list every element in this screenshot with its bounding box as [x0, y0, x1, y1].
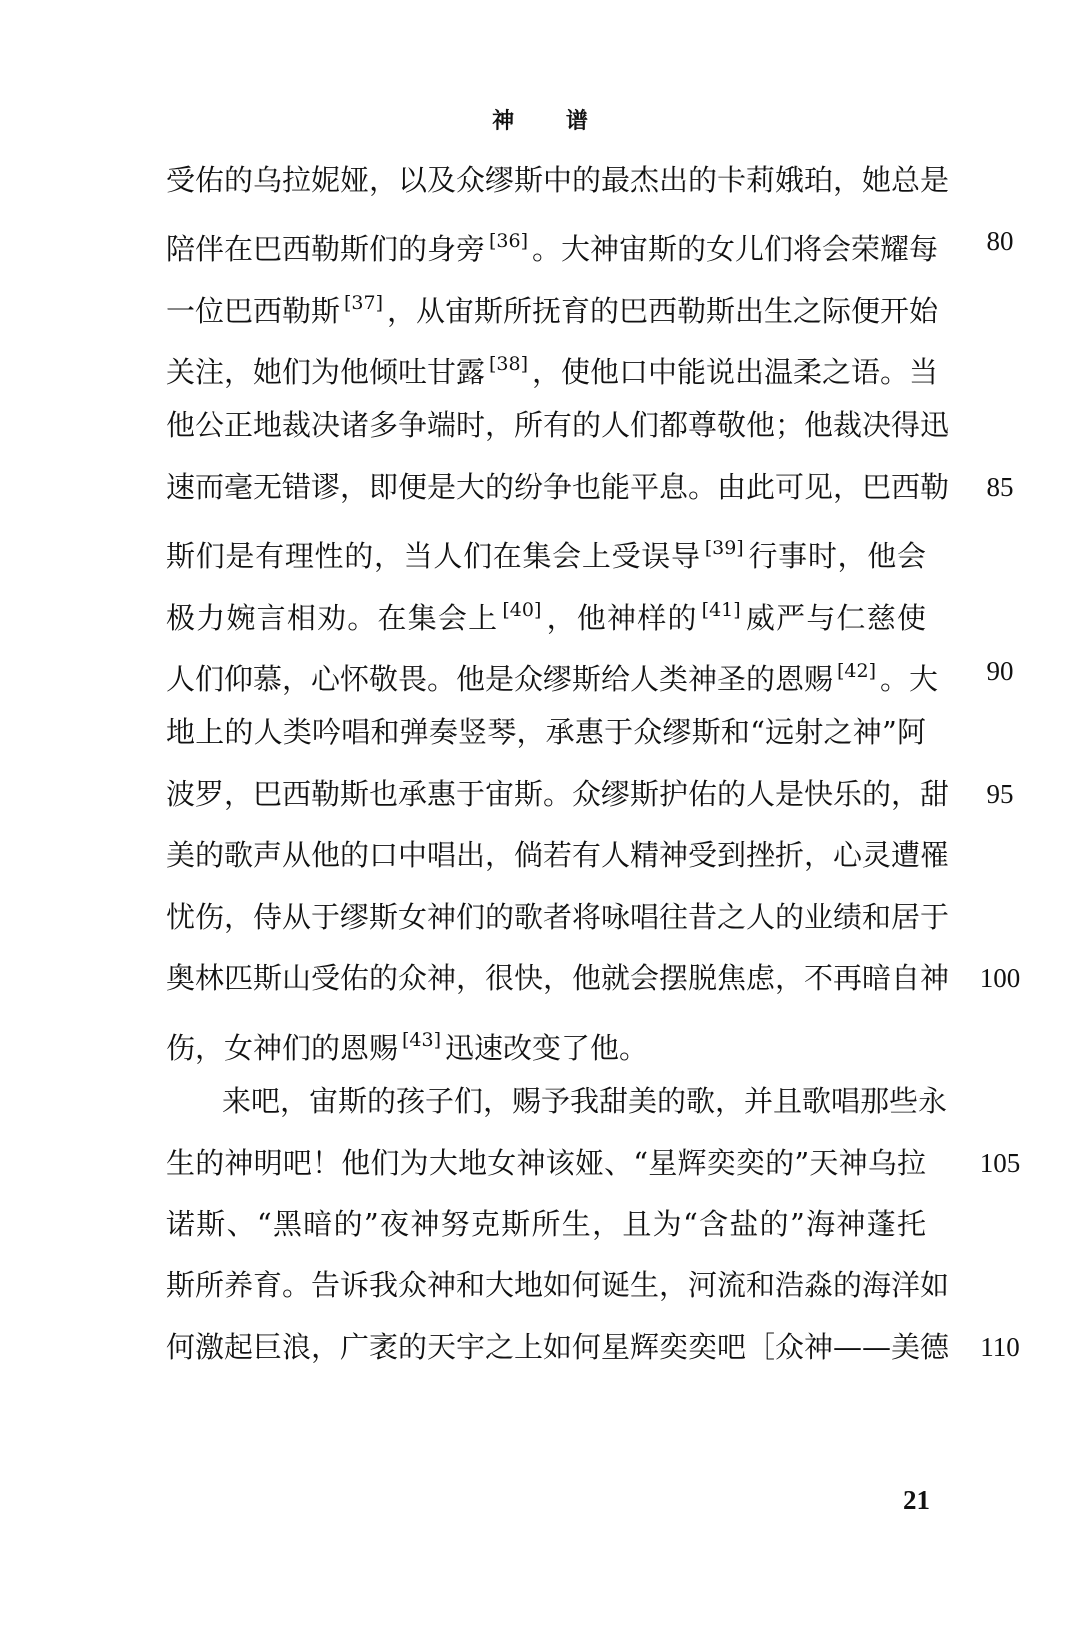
text-segment: 威严与仁慈使	[744, 601, 926, 635]
footnote-marker: [38]	[489, 353, 529, 375]
text-line	[166, 283, 939, 331]
text-line	[166, 590, 926, 638]
text-segment: 。大神宙斯的女儿们将会荣耀每	[532, 232, 939, 266]
text-line	[166, 958, 950, 998]
text-segment: 陪伴在巴西勒斯们的身旁	[166, 232, 486, 266]
text-segment: 他公正地裁决诸多争端时，所有的人们都尊敬他；他裁决得迅	[166, 408, 950, 442]
text-segment: 伤，女神们的恩赐	[166, 1031, 399, 1065]
line-number: 105	[979, 1148, 1021, 1178]
line-number: 110	[980, 1332, 1020, 1362]
text-line	[166, 835, 950, 875]
text-line	[166, 651, 939, 699]
footnote-marker: [43]	[402, 1029, 442, 1051]
footnote-marker: [36]	[489, 230, 529, 252]
text-line	[166, 467, 950, 507]
text-line	[166, 774, 950, 814]
text-segment: 奥林匹斯山受佑的众神，很快，他就会摆脱焦虑，不再暗自神	[166, 961, 950, 995]
text-line	[166, 160, 950, 200]
running-head: 神 谱	[492, 108, 610, 134]
text-segment: ，他神样的	[545, 601, 698, 635]
line-number: 95	[986, 779, 1014, 809]
text-segment: 行事时，他会	[747, 539, 926, 573]
text-line	[166, 1204, 926, 1244]
text-segment: 斯们是有理性的，当人们在集会上受误导	[166, 539, 701, 573]
footnote-marker: [41]	[701, 599, 741, 621]
line-number: 100	[979, 963, 1021, 993]
text-line	[222, 1081, 948, 1121]
text-segment: ，从宙斯所抚育的巴西勒斯出生之际便开始	[387, 294, 939, 328]
text-line	[166, 1265, 950, 1305]
text-line	[166, 1143, 926, 1183]
text-line	[166, 344, 939, 392]
text-segment: 一位巴西勒斯	[166, 294, 341, 328]
line-number: 90	[986, 656, 1014, 686]
line-number: 80	[986, 226, 1014, 256]
text-line	[166, 405, 950, 445]
text-segment: 斯所养育。告诉我众神和大地如何诞生，河流和浩淼的海洋如	[166, 1268, 950, 1302]
footnote-marker: [37]	[344, 292, 384, 314]
text-segment: 。大	[880, 662, 939, 696]
text-segment: 受佑的乌拉妮娅，以及众缪斯中的最杰出的卡莉娥珀，她总是	[166, 163, 950, 197]
text-segment: ，使他口中能说出温柔之语。当	[532, 355, 939, 389]
text-segment: 忧伤，侍从于缪斯女神们的歌者将咏唱往昔之人的业绩和居于	[166, 900, 950, 934]
page-number: 21	[903, 1485, 930, 1515]
line-number: 85	[986, 472, 1014, 502]
text-segment: 速而毫无错谬，即便是大的纷争也能平息。由此可见，巴西勒	[166, 470, 950, 504]
text-line	[166, 528, 926, 576]
text-segment: 极力婉言相劝。在集会上	[166, 601, 499, 635]
text-segment: 来吧，宙斯的孩子们，赐予我甜美的歌，并且歌唱那些永	[222, 1084, 948, 1118]
footnote-marker: [39]	[704, 537, 744, 559]
text-segment: 地上的人类吟唱和弹奏竖琴，承惠于众缪斯和“远射之神”阿	[166, 715, 926, 749]
text-segment: 何激起巨浪，广袤的天宇之上如何星辉奕奕吧［众神——美德	[166, 1330, 950, 1364]
text-segment: 迅速改变了他。	[445, 1031, 649, 1065]
text-segment: 诺斯、“黑暗的”夜神努克斯所生，且为“含盐的”海神蓬托	[166, 1207, 926, 1241]
text-line	[166, 897, 950, 937]
text-segment: 波罗，巴西勒斯也承惠于宙斯。众缪斯护佑的人是快乐的，甜	[166, 777, 950, 811]
text-segment: 生的神明吧！他们为大地女神该娅、“星辉奕奕的”天神乌拉	[166, 1146, 926, 1180]
text-segment: 关注，她们为他倾吐甘露	[166, 355, 486, 389]
text-segment: 美的歌声从他的口中唱出，倘若有人精神受到挫折，心灵遭罹	[166, 838, 950, 872]
text-line	[166, 1327, 950, 1367]
text-line	[166, 221, 939, 269]
footnote-marker: [40]	[502, 599, 542, 621]
footnote-marker: [42]	[837, 660, 877, 682]
text-line	[166, 1020, 926, 1068]
text-line	[166, 712, 926, 752]
text-segment: 人们仰慕，心怀敬畏。他是众缪斯给人类神圣的恩赐	[166, 662, 834, 696]
